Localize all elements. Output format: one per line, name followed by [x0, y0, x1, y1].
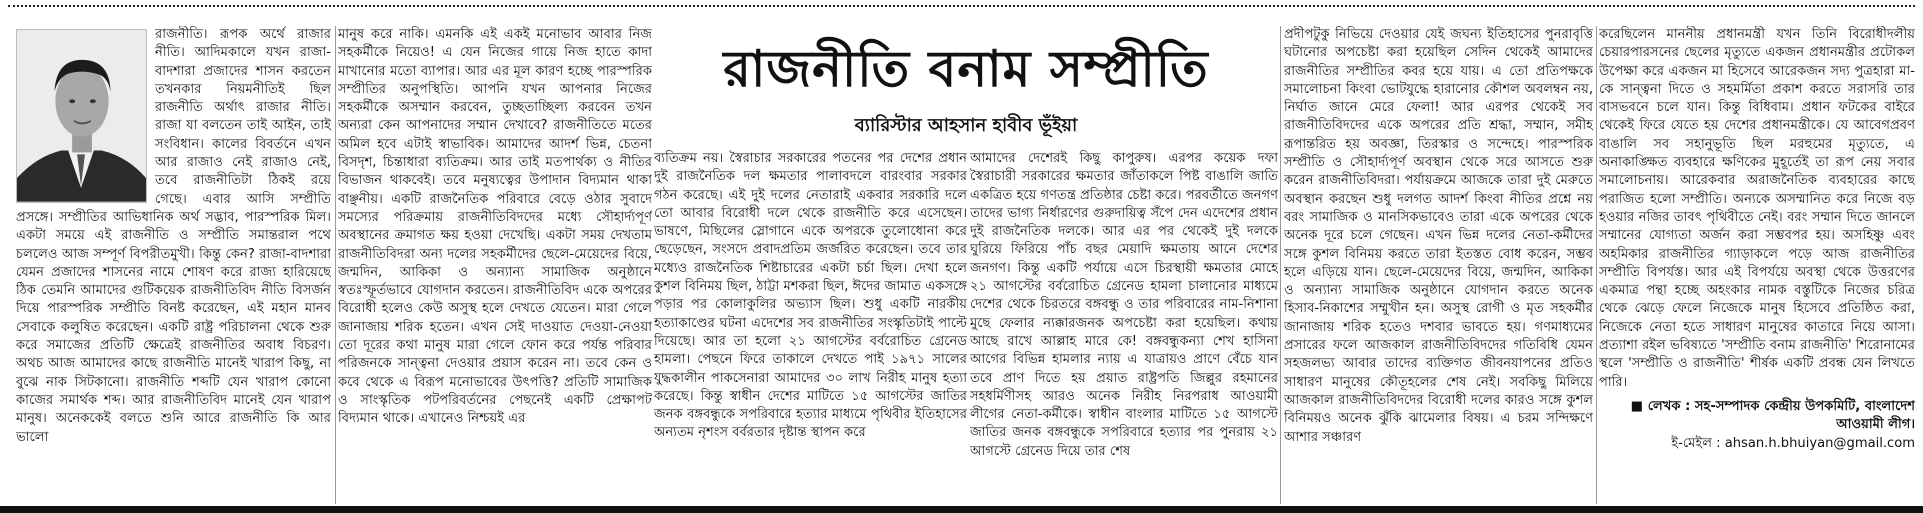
author-email[interactable]: ই-মেইল : ahsan.h.bhuiyan@gmail.com [1671, 435, 1915, 451]
author-info [1599, 398, 1915, 453]
author-credit: ■ লেখক : সহ-সম্পাদক কেন্দ্রীয় উপকমিটি, বাংলাদেশ আওয়ামী লীগ। [1630, 398, 1915, 433]
article-column-1 [16, 26, 331, 508]
column-text: ব্যতিক্রম নয়। স্বৈরাচার সরকারের পতনের পর দেশের প্রধান দুই রাজনৈতিক দল ক্ষমতার পালাবদলে বারংবার সরকার গঠন করেছে। এই দুই দলের নেতারাই একবার সরকারি দলে তো আবার বিরোধী দলে থেকে রাজনীতি করে এসেছেন। ভাষণে, মিছিলের স্লোগানে একে অপরকে তুলোধোনা করে ছেড়েছেন, সংসদে প্রবাদপ্রতিম জর্জরিত করেছেন। তবে তার মধ্যেও রাজনৈতিক শিষ্টাচারের একটা চর্চা ছিল। দেখা হলে কুশল বিনিময় ছিল, ঠাট্টা মশকরা ছিল, ঈদের জামাত একসঙ্গে পড়ার পর কোলাকুলির অভ্যাস ছিল। শুধু একটি নারকীয় হত্যাকাণ্ডের ঘটনা এদেশের সব রাজনীতির সংস্কৃতিটাই পাল্টে দিয়েছে। আর তা হলো ২১ আগস্টের বর্বরোচিত গ্রেনেড হামলা। পেছনে ফিরে তাকালে দেখতে পাই ১৯৭১ সালের যুদ্ধকালীন পাকসেনারা আমাদের ৩০ লাখ নিরীহ মানুষ হত্যা করেছে। কিন্তু স্বাধীন দেশের মাটিতে ১৫ আগস্টের জাতির জনক বঙ্গবন্ধুকে সপরিবারে হত্যার মাধ্যমে পৃথিবীর ইতিহাসের অন্যতম নৃশংস বর্বরতার দৃষ্টান্ত স্থাপন করে [654, 151, 967, 441]
article-headline: রাজনীতি বনাম সম্প্রীতি [723, 39, 1209, 98]
author-photo [16, 29, 147, 203]
column-divider [1596, 26, 1597, 504]
column-text: প্রদীপটুকু নিভিয়ে দেওয়ার যেই জঘন্য ইতিহাসের পুনরাবৃত্তি ঘটানোর অপচেষ্টা করা হয়েছিল সেদিন থেকেই আমাদের রাজনীতির সম্প্রীতির কবর হয়ে যায়। এ তো প্রতিপক্ষকে সমালোচনা কিংবা ভোটযুদ্ধে হারানোর কৌশল অবলম্বন নয়, নির্ঘাত জানে মেরে ফেলা! আর এরপর থেকেই সব রাজনীতিবিদদের একে অপরের প্রতি শ্রদ্ধা, সম্মান, সমীহ রূপান্তরিত হয় অবজ্ঞা, তিরস্কার ও সন্দেহে। পারস্পরিক সম্প্রীতি ও সৌহার্দ্যপূর্ণ অবস্থান থেকে সরে আসতে শুরু করেন রাজনীতিবিদরা। পর্যায়ক্রমে আজকে তারা দুই মেরুতে অবস্থান করছেন শুধু দলগত আদর্শ কিংবা নীতির প্রশ্নে নয় বরং সামাজিক ও মানসিকভাবেও তারা একে অপরের থেকে অনেক দূরে চলে গেছেন। এখন ভিন্ন দলের নেতা-কর্মীদের সঙ্গে কুশল বিনিময় করতে তারা ইতস্তত বোধ করেন, সম্ভব হলে এড়িয়ে যান। ছেলে-মেয়েদের বিয়ে, জন্মদিন, আকিকা ও অন্যান্য সামাজিক অনুষ্ঠানে যোগদান করতে অনেক হিসাব-নিকাশের সম্মুখীন হন। অসুস্থ রোগী ও মৃত সহকর্মীর জানাজায় শরিক হতেও দশবার ভাবতে হয়। গণমাধ্যমের প্রসারের ফলে আজকাল রাজনীতিবিদদের গতিবিধি যেমন সহজলভ্য আবার তাদের ব্যক্তিগত জীবনযাপনের প্রতিও সাধারণ মানুষের কৌতূহলের শেষ নেই। সবকিছু মিলিয়ে আজকাল রাজনীতিবিদদের বিরোধী দলের কারও সঙ্গে কুশল বিনিময়ও অনেক ঝুঁকি ঝামেলার বিষয়। এ চরম সন্দিক্ষণে আশার সঞ্চারণ [1284, 27, 1593, 445]
article-column-3 [654, 150, 967, 506]
bottom-rule [0, 506, 1923, 513]
article-column-5 [1284, 26, 1593, 508]
column-text: করেছিলেন মাননীয় প্রধানমন্ত্রী যখন তিনি বিরোধীদলীয় চেয়ারপারসনের ছেলের মৃত্যুতে একজন প্রধানমন্ত্রীর প্রটোকল উপেক্ষা করে একজন মা হিসেবে আরেকজন সদ্য পুত্রহারা মা-কে সান্ত্বনা দিতে ও সহমর্মিতা প্রকাশ করতে সরাসরি তার বাসভবনে চলে যান। কিন্তু বিধিবাম। প্রধান ফটকের বাইরে থেকেই ফিরে যেতে হয় দেশের প্রধানমন্ত্রীকে। যে আবেগপ্রবণ বাঙালি সব সহানুভূতি ছিল মরহুমের মৃত্যুতে, এ অনাকাঙ্ক্ষিত ব্যবহারে ক্ষণিকের মুহূর্তেই তা রূপ নেয় সবার সমালোচনায়। আরেকবার অরাজনৈতিক ব্যবহারের কাছে পরাজিত হলো সম্প্রীতি। অন্যকে অসম্মানিত করে নিজে বড় হওয়ার নজির তাবৎ পৃথিবীতে নেই। বরং সম্মান দিতে জানলে সম্মানের যোগ্যতা অর্জন করা সম্ভবপর হয়। অসহিষ্ণু এবং অহমিকার রাজনীতির গ্যাড়াকলে পড়ে আজ রাজনীতির সম্প্রীতি বিপর্যস্ত। আর এই বিপর্যয়ে অবস্থা থেকে উত্তরণের একমাত্র পন্থা হচ্ছে অহংকার নামক বস্তুটিকে নিজের চরিত্র থেকে ঝেড়ে ফেলে নিজেকে মানুষ হিসেবে প্রতিষ্ঠিত করা, নিজেকে নেতা হতে সাধারণ মানুষের কাতারে নিয়ে আসা। প্রত্যাশা রইল ভবিষ্যতে 'সম্প্রীতি বনাম রাজনীতি' শিরোনামের স্থলে 'সম্প্রীতি ও রাজনীতি' শীর্ষক একটি প্রবন্ধ যেন লিখতে পারি। [1599, 27, 1915, 390]
article-column-6 [1599, 26, 1915, 508]
column-text: আমাদের দেশেরই কিছু কাপুরুষ। এরপর কয়েক দফা স্বৈরাচারী সরকারের ক্ষমতার জাঁতাকলে পিষ্ট বাঙালি জাতি একত্রিত হয়ে গণতন্ত্র প্রতিষ্ঠার চেষ্টা করে। পরবর্তীতে জনগণ তাদের ভাগ্য নির্ধারণের গুরুদায়িত্ব সঁপে দেন এদেশের প্রধান দুই রাজনৈতিক দলকে। আর এর পর থেকেই দুই দলকে ঘুরিয়ে ফিরিয়ে পাঁচ বছর মেয়াদি ক্ষমতায় আনে দেশের জনগণ। কিন্তু একটি পর্যায়ে এসে চিরস্থায়ী ক্ষমতার মোহে ২১ আগস্টের বর্বরোচিত গ্রেনেড হামলা চালানোর মাধ্যমে দেশের থেকে চিরতরে বঙ্গবন্ধু ও তার পরিবারের নাম-নিশানা মুছে ফেলার ন্যক্কারজনক অপচেষ্টা করা হয়েছিল। কথায় আছে রাখে আল্লাহ মারে কে! বঙ্গবন্ধুকন্যা শেখ হাসিনা আগের বিভিন্ন হামলার ন্যায় এ যাত্রায়ও প্রাণে বেঁচে যান তবে প্রাণ দিতে হয় প্রয়াত রাষ্ট্রপতি জিল্লুর রহমানের সহধর্মিণীসহ আরও অনেক নিরীহ নিরপরাধ আওয়ামী লীগের নেতা-কর্মীকে। স্বাধীন বাংলার মাটিতে ১৫ আগস্টে জাতির জনক বঙ্গবন্ধুকে সপরিবারে হত্যার পর পুনরায় ২১ আগস্টে গ্রেনেড দিয়ে তার শেষ [970, 151, 1278, 459]
author-portrait-icon [17, 30, 146, 202]
article-byline: ব্যারিস্টার আহসান হাবীব ভূঁইয়া [854, 115, 1078, 136]
column-divider [335, 26, 336, 504]
headline-block [654, 36, 1278, 102]
article-column-4 [970, 150, 1278, 506]
top-dotted-rule [8, 5, 1915, 7]
column-text: মানুষ করে নাকি। এমনকি এই একই মনোভাব আবার নিজ সহকর্মীকে নিয়েও! এ যেন নিজের গায়ে নিজ হাতে কাদা মাখানোর মতো ব্যাপার। আর এর মূল কারণ হচ্ছে পারস্পরিক সম্প্রীতির অনুপস্থিতি। আপনি যখন আপনার নিজের সহকর্মীকে অসম্মান করবেন, তুচ্ছতাচ্ছিল্য করবেন তখন অন্যরা কেন আপনাদের সম্মান দেখাবে? রাজনীতিতে মতের অমিল হবে এটাই স্বাভাবিক। আমাদের আদর্শ ভিন্ন, চেতনা বিসদৃশ, চিন্তাধারা ব্যতিক্রম। আর তাই মতপার্থক্য ও নীতির বিভাজন থাকবেই। তবে মনুষ্যত্বের উপাদান বিদ্যমান থাকা বাঞ্ছনীয়। একটি রাজনৈতিক পরিবারে বেড়ে ওঠার সুবাদে সমস্যের পরিক্রমায় রাজনীতিবিদদের মধ্যে সৌহার্দ্যপূর্ণ অবস্থানের ক্রমাগত ক্ষয় হওয়া দেখেছি। একটা সময় দেখতাম রাজনীতিবিদরা অন্য দলের সহকর্মীদের ছেলে-মেয়েদের বিয়ে, জন্মদিন, আকিকা ও অন্যান্য সামাজিক অনুষ্ঠানে স্বতঃস্ফূর্তভাবে যোগদান করতেন। রাজনীতিবিদ একে অপরের বিরোধী হলেও কেউ অসুস্থ হলে দেখতে যেতেন। মারা গেলে জানাজায় শরিক হতেন। এখন সেই দাওয়াত দেওয়া-নেওয়া তো দূরের কথা মানুষ মারা গেলে ফোন করে পর্যন্ত পরিবার পরিজনকে সান্ত্বনা দেওয়ার প্রয়াস করেন না। তবে কেন ও কবে থেকে এ বিরূপ মনোভাবের উৎপত্তি? প্রতিটি সামাজিক ও সাংস্কৃতিক পটপরিবর্তনের পেছনেই একটি প্রেক্ষাপট বিদ্যমান থাকে। এখানেও নিশ্চয়ই এর [338, 27, 652, 427]
article-column-2 [338, 26, 652, 508]
column-divider [1280, 26, 1281, 504]
column-text: রাজনীতি। রূপক অর্থে রাজার নীতি। আদিমকালে যখন রাজা-বাদশারা প্রজাদের শাসন করতেন তখনকার নিয়মনীতিই ছিল রাজনীতি অর্থাৎ রাজার নীতি। রাজা যা বলতেন তাই আইন, তাই সংবিধান। কালের বিবর্তনে এখন আর রাজাও নেই রাজাও নেই, তবে রাজনীতিটা ঠিকই রয়ে গেছে। এবার আসি সম্প্রীতি প্রসঙ্গে। সম্প্রীতির আভিধানিক অর্থ সদ্ভাব, পারস্পরিক মিল। একটা সময়ে এই রাজনীতি ও সম্প্রীতি সমান্তরাল পথে চললেও আজ সম্পূর্ণ বিপরীতমুখী। কিন্তু কেন? রাজা-বাদশারা যেমন প্রজাদের শাসনের নামে শোষণ করে রাজ্য হারিয়েছে ঠিক তেমনি আমাদের গুটিকয়েক রাজনীতিবিদ নীতি বিসর্জন দিয়ে পারস্পরিক সম্প্রীতি বিনষ্ট করেছেন, এই মহান মানব সেবাকে কলুষিত করেছেন। একটি রাষ্ট্র পরিচালনা থেকে শুরু করে সমাজের প্রতিটি ক্ষেত্রেই রাজনীতির অবাধ বিচরণ। অথচ আজ আমাদের কাছে রাজনীতি মানেই খারাপ কিছু, না বুঝে নাক সিটকানো। রাজনীতি শব্দটি যেন খারাপ কোনো কাজের সমার্থক শব্দ। আর রাজনীতিবিদ মানেই যেন খারাপ মানুষ। অনেককেই বলতে শুনি আরে রাজনীতি কি আর ভালো [16, 27, 331, 445]
